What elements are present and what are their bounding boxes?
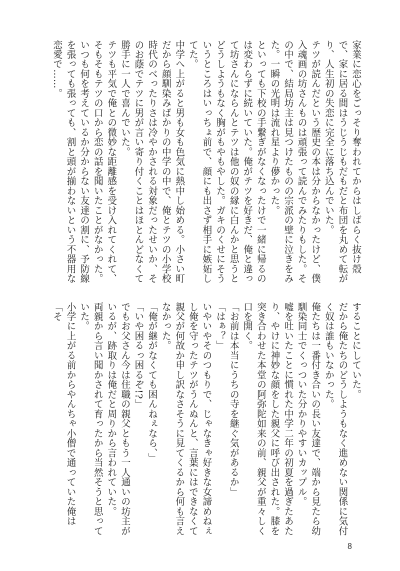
page-number: 8 xyxy=(347,542,352,551)
upper-text-block: 家業に恋心をごっそり奪われてからはしばらく抜け殻で、家に居る間はうじうじもだもだと布団を丸めて転がり、人生初の失恋に完全に落ち込んでいた。 テツが読んだという歴史の本は分からなかったけど、僕入魂画の坊さんものは頑張って読んでみたりもした。その中で、結局坊主は見つけたものの宗派の壁に泣きをみた。一瞬の光明は流れ星より儚かった。 といっても下校の手繋ぎがなくなったけで一緒に帰るのは変わらずに続いていた。俺がテツを好きだ、俺と違って坊さんにならんとテツは他の奴の縁に白んかと思うとどうしようもなく胸がもやもやした。ガキのくせにそういうところはいっちょ前で、顔にも出さず相手に嫉妬してた。 中学へ上がると男も女も色気に熱中し始める。小さい町だから顔馴染みばかりの中学の中で、俺とテツの小学校時代のべったりさは冷やかされる対象だったせいか、そのお蔭でテツに男が言い寄り付くことはほとんどなくて勝手に一人で喜んでいた。 テツも平気で俺との微妙な距離感を受け入れてくれて、そもそもテツの口から恋の話を聞いたことがなかった。いつも何を考えているか分からない友達の割に、予防線を張っても張っても、割と頭が揃わないという不器用な恋愛で……。 xyxy=(50,40,361,284)
lower-text-block: することにしていた。 だから俺たちのどうしようもなく進めない関係に気付く奴は誰もいなかった。 俺たちは一番付き合いの長い友達で、端から見たら幼馴染同士でくっついた分かりやすいカップル。 嘘を吐いたことに慣れた中学二年の初夏を過ぎたあたり、やけに神妙な顔をした親父に呼び出された。膝を突き合わせた本堂の阿弥陀如来の前、親父が重々しく口を開く。 「お前は本当にうちの寺を継ぐ気があるか」 「はぁ？」 いやいやそのつもりで、じゃなきゃ好きな女諦めねぇし俺を守ったテツがうんぬんと、言葉にはできなくて親父が何故か申し訳なさそうに見てくるから何も言えなかった。 「俺が継がなくても困んねぇなら、」 「いや困るっ困るぞ!?」 でもお父さん今は住職の親父ともう一人通いの坊主がいるが、跡取りは俺だと周りから言われていた。 両親から言い聞かされて育ったから当然そうと思っていた。 小学に上がる前からやんちゃ小僧で通っていた俺は「そ xyxy=(50,302,361,536)
